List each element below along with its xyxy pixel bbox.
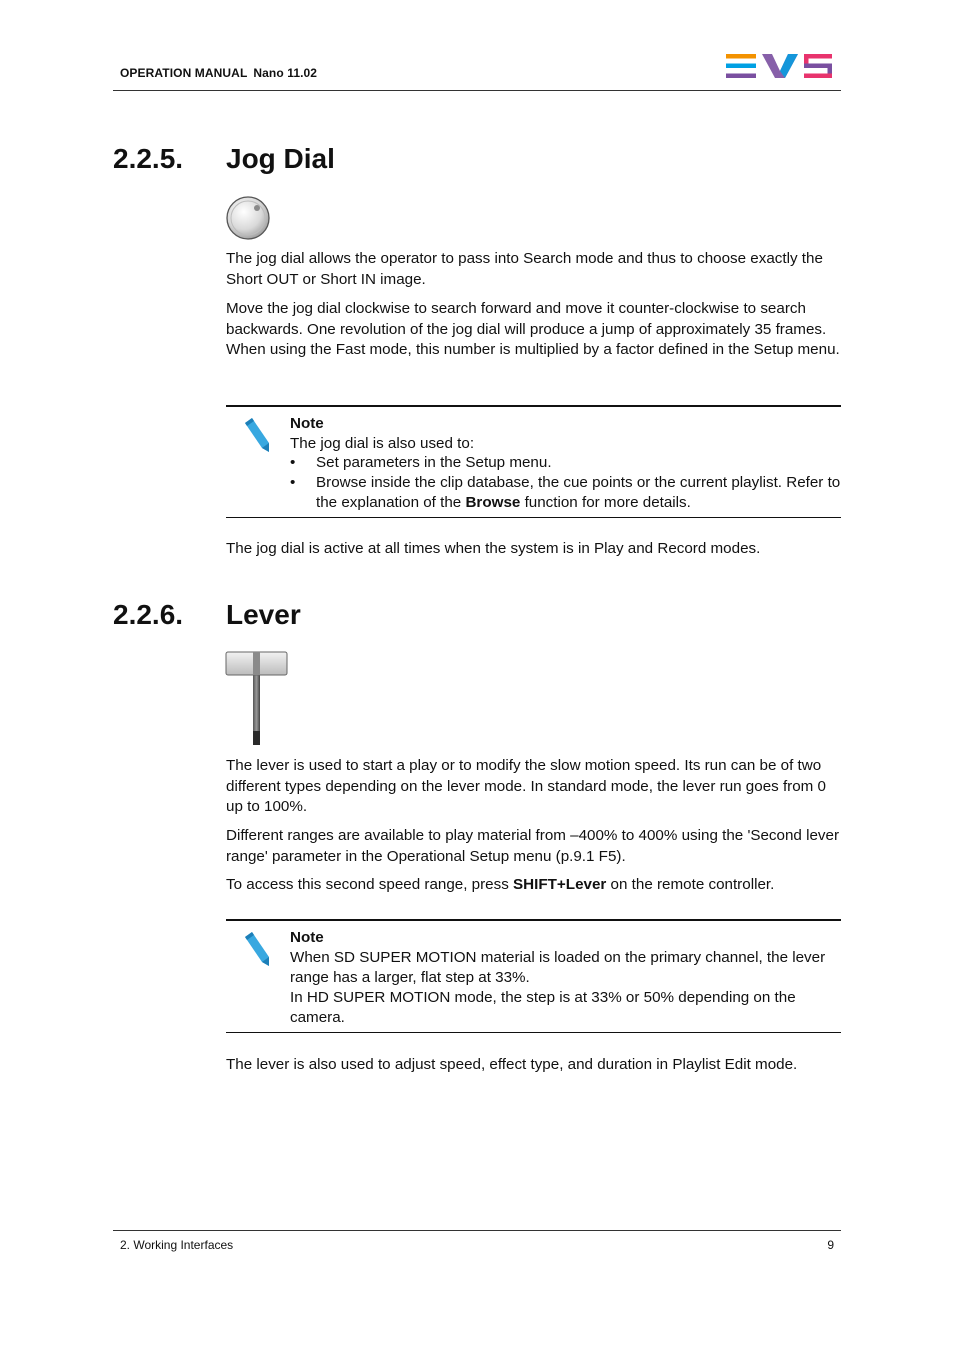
- list-item-text: Set parameters in the Setup menu.: [316, 454, 552, 471]
- section-title: Jog Dial: [226, 143, 335, 174]
- page-number: 9: [827, 1238, 834, 1252]
- pencil-icon: [242, 417, 272, 453]
- manual-label: OPERATION MANUAL: [120, 66, 248, 80]
- access-text: To access this second speed range, press: [226, 876, 514, 893]
- paragraph: The lever is also used to adjust speed, effect type, and duration in Playlist Edit mode.: [226, 1056, 798, 1073]
- lever-icon: [225, 651, 289, 749]
- note-line: When SD SUPER MOTION material is loaded on the primary channel, the lever range has a larger, flat step at 33%.: [290, 949, 826, 986]
- footer-rule: [113, 1230, 841, 1231]
- access-tail: on the remote controller.: [606, 876, 775, 893]
- section-number: 2.2.6.: [113, 599, 184, 630]
- note-line: In HD SUPER MOTION mode, the step is at 33% or 50% depending on the camera.: [290, 989, 796, 1026]
- paragraph: Different ranges are available to play material from –400% to 400% using the 'Second lever range' parameter in the Operational Setup menu (p.9.1 F5).: [226, 827, 840, 865]
- note-title: Note: [290, 415, 324, 432]
- running-header: [120, 66, 317, 80]
- shift-lever-term: SHIFT+Lever: [513, 876, 607, 893]
- evs-logo: [724, 52, 834, 80]
- footer-chapter: 2. Working Interfaces: [120, 1238, 234, 1252]
- note-bullets: [290, 453, 841, 512]
- product-label: Nano 11.02: [253, 66, 318, 80]
- note-box: [226, 405, 841, 518]
- paragraph: [226, 875, 841, 896]
- list-item-text: Browse inside the clip database, the cue points or the current playlist. Refer to the explanation of the: [316, 474, 841, 511]
- note-intro: The jog dial is also used to:: [290, 434, 475, 452]
- note-title: Note: [290, 929, 324, 946]
- browse-term: Browse: [465, 493, 521, 511]
- list-item-tail: function for more details.: [520, 493, 691, 511]
- paragraph: The jog dial is active at all times when the system is in Play and Record modes.: [226, 540, 761, 557]
- paragraph: The jog dial allows the operator to pass into Search mode and thus to choose exactly the Short OUT or Short IN image.: [226, 250, 823, 288]
- jog-dial-icon: [225, 195, 271, 241]
- note-box: [226, 919, 841, 1033]
- paragraph: Move the jog dial clockwise to search forward and move it counter-clockwise to search backwards. One revolution of the jog dial will produce a jump of approximately 35 frames. When using the Fast mode, this number is multiplied by a factor defined in the Setup menu.: [226, 300, 840, 358]
- note-content: [290, 414, 841, 512]
- list-item: [290, 473, 841, 513]
- paragraph: The lever is used to start a play or to modify the slow motion speed. Its run can be of two different types depending on the lever mode. In standard mode, the lever run goes from 0 up to 100%.: [226, 757, 826, 815]
- section-number: 2.2.5.: [113, 143, 184, 174]
- pencil-icon: [242, 931, 272, 967]
- header-rule: [113, 90, 841, 91]
- note-content: [290, 928, 841, 1028]
- section-title: Lever: [226, 599, 301, 630]
- list-item: [290, 453, 841, 473]
